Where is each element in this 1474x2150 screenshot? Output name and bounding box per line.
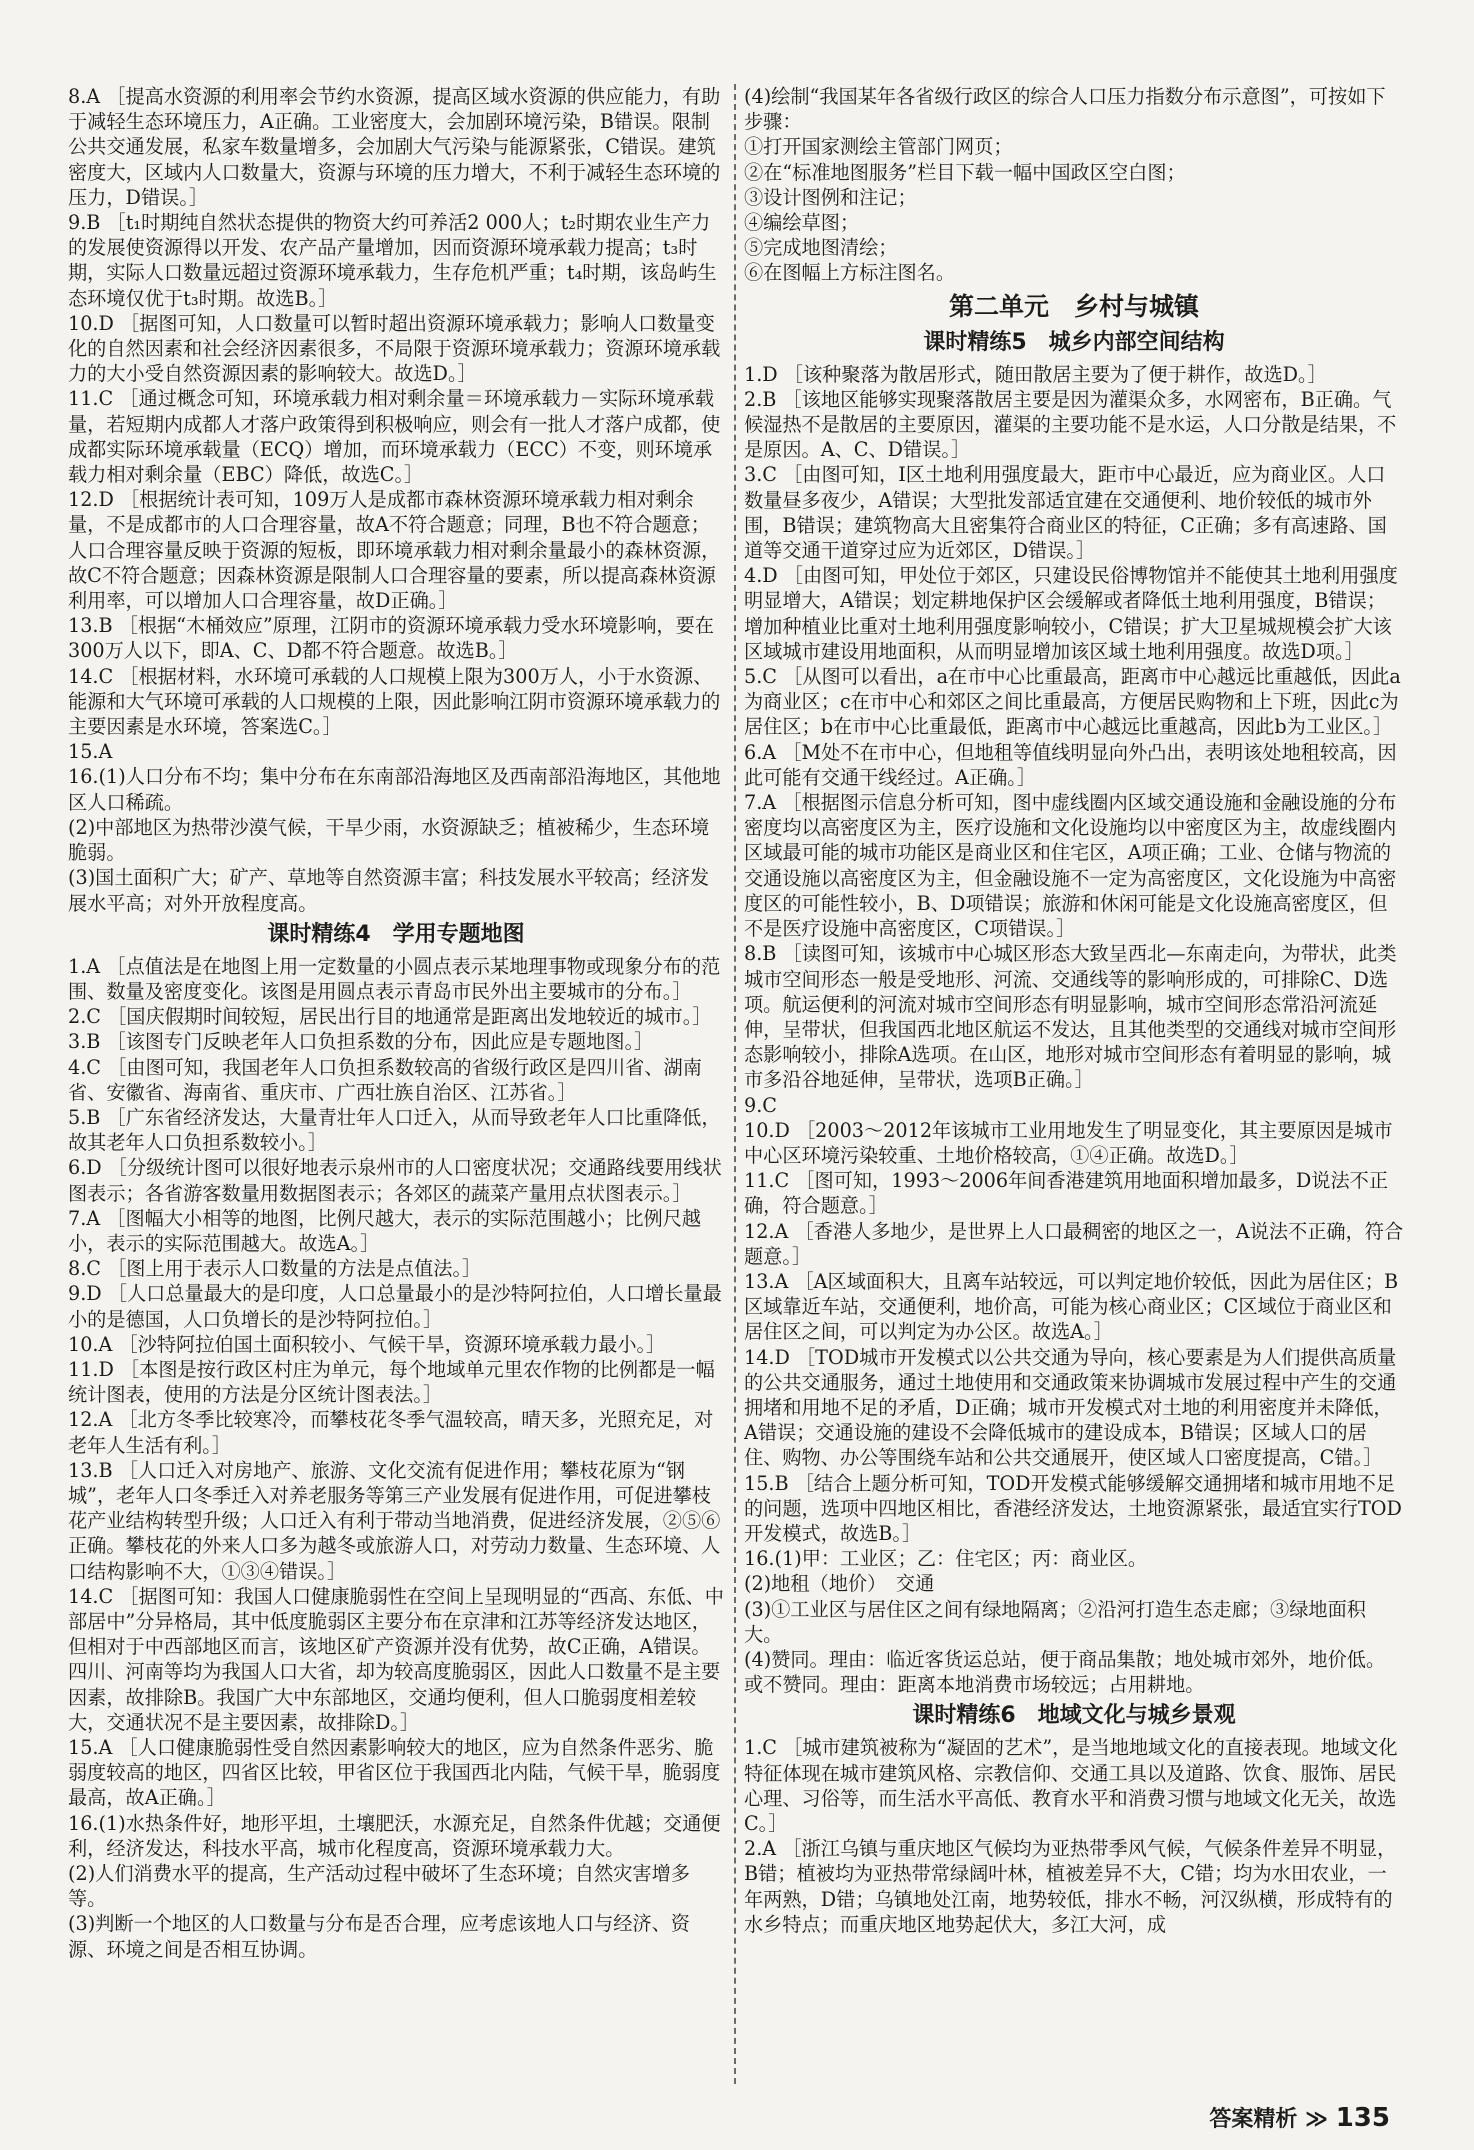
- answer-item: (4)绘制“我国某年各省级行政区的综合人口压力指数分布示意图”，可按如下步骤：: [744, 85, 1386, 134]
- left-column: [68, 84, 724, 1962]
- answer-item: 8.B ［读图可知，该城市中心城区形态大致呈西北—东南走向，为带状，此类城市空间形态一般是受地形、河流、交通线等的影响形成的，可排除C、D选项。航运便利的河流对城市空间形态有明显影响，城市空间形态常沿河流延伸，呈带状，但我国西北地区航运不发达，且其他类型的交通线对城市空间形态影响较小，排除A选项。在山区，地形对城市空间形态有着明显的影响，城市多沿谷地延伸，呈带状，选项B正确。］: [744, 942, 1397, 1092]
- answer-item: (2)地租（地价） 交通: [744, 1572, 935, 1596]
- answer-item: (4)赞同。理由：临近客货运总站，便于商品集散；地处城市郊外，地价低。: [744, 1647, 1386, 1671]
- answer-item: ②在“标准地图服务”栏目下载一幅中国政区空白图；: [744, 160, 1186, 184]
- right-column: [744, 84, 1404, 1937]
- answer-item: 9.B ［t₁时期纯自然状态提供的物资大约可养活2 000人；t₂时期农业生产力的发展使资源得以开发、农产品产量增加，因而资源环境承载力提高；t₃时期，实际人口数量远超过资源环境承载力，生存危机严重；t₄时期，该岛屿生态环境仅优于t₃时期。故选B。］: [68, 211, 717, 310]
- answer-item: 7.A ［图幅大小相等的地图，比例尺越大，表示的实际范围越小；比例尺越小，表示的实际范围越大。故选A。］: [68, 1206, 702, 1255]
- answer-item: 14.D ［TOD城市开发模式以公共交通为导向，核心要素是为人们提供高质量的公共交通服务，通过土地使用和交通政策来协调城市发展过程中产生的交通拥堵和用地不足的矛盾，D正确；城市开发模式对土地的利用密度并未降低，A错误；交通设施的建设不会降低城市的建设成本，B错误；区域人口的居住、购物、办公等围绕车站和公共交通展开，使区域人口密度提高，C错。］: [744, 1345, 1397, 1470]
- answer-item: 8.A ［提高水资源的利用率会节约水资源，提高区域水资源的供应能力，有助于减轻生态环境压力，A正确。工业密度大，会加剧环境污染，B错误。限制公共交通发展，私家车数量增多，会加剧大气污染与能源紧张，C错误。建筑密度大，区域内人口数量大，资源与环境的压力增大，不利于减轻生态环境的压力，D错误。］: [68, 85, 721, 209]
- answer-item: 7.A ［根据图示信息分析可知，图中虚线圈内区域交通设施和金融设施的分布密度均以高密度区为主，医疗设施和文化设施均以中密度区为主，故虚线圈内区域最可能的城市功能区是商业区和住宅区，A项正确；工业、仓储与物流的交通设施以高密度区为主，但金融设施不一定为高密度区，文化设施为中高密度区的可能性较小，B、D项错误；旅游和休闲可能是文化设施高密度区，但不是医疗设施中高密度区，C项错误。］: [744, 791, 1397, 941]
- answer-item: 11.D ［本图是按行政区村庄为单元，每个地域单元里农作物的比例都是一幅统计图表，使用的方法是分区统计图表法。］: [68, 1357, 715, 1407]
- section-heading: 课时精练5 城乡内部空间结构: [923, 329, 1225, 355]
- answer-item: ①打开国家测绘主管部门网页；: [744, 135, 1013, 159]
- answer-item: 5.C ［从图可以看出，a在市中心比重最高，距离市中心越远比重越低，因此a为商业区；c在市中心和郊区之间比重最高，方便居民购物和上下班，因此c为居住区；b在市中心比重最低，距离市中心越远比重越高，因此b为工业区。］: [744, 665, 1401, 739]
- answer-item: 10.D ［2003～2012年该城市工业用地发生了明显变化，其主要原因是城市中心区环境污染较重、土地价格较高，①④正确。故选D。］: [744, 1118, 1393, 1167]
- answer-item: 4.D ［由图可知，甲处位于郊区，只建设民俗博物馆并不能使其土地利用强度明显增大，A错误；划定耕地保护区会缓解或者降低土地利用强度，B错误；增加种植业比重对土地利用强度影响较小，C错误；扩大卫星城规模会扩大该区域城市建设用地面积，从而明显增加该区域土地利用强度。故选D项。］: [744, 564, 1398, 663]
- page-number: 135: [1335, 2103, 1390, 2133]
- answer-item: 12.D ［根据统计表可知，109万人是成都市森林资源环境承载力相对剩余量，不是成都市的人口合理容量，故A不符合题意；同理，B也不符合题意；人口合理容量反映于资源的短板，即环境承载力相对剩余量最小的森林资源，故C不符合题意；因森林资源是限制人口合理容量的要素，所以提高森林资源利用率，可以增加人口合理容量，故D正确。］: [68, 488, 721, 613]
- page-footer: [1209, 2102, 1390, 2133]
- answer-item: ③设计图例和注记；: [744, 185, 917, 209]
- answer-item: (2)中部地区为热带沙漠气候，干旱少雨，水资源缺乏；植被稀少，生态环境脆弱。: [68, 815, 710, 865]
- footer-label: 答案精析: [1209, 2107, 1298, 2132]
- column-divider: [734, 84, 736, 2084]
- answer-item: 3.C ［由图可知，Ⅰ区土地利用强度最大，距市中心最近，应为商业区。人口数量昼多夜少，A错误；大型批发部适宜建在交通便利、地价较低的城市外围，B错误；建筑物高大且密集符合商业区的特征，C正确；多有高速路、国道等交通干道穿过应为近郊区，D错误。］: [744, 463, 1387, 563]
- answer-item: (2)人们消费水平的提高，生产活动过程中破坏了生态环境；自然灾害增多等。: [68, 1862, 690, 1911]
- answer-item: 2.C ［国庆假期时间较短，居民出行目的地通常是距离出发地较近的城市。］: [68, 1005, 712, 1029]
- answer-item: 10.A ［沙特阿拉伯国土面积较小、气候干旱，资源环境承载力最小。］: [68, 1332, 666, 1356]
- answer-item: 6.D ［分级统计图可以很好地表示泉州市的人口密度状况；交通路线要用线状图表示；各省游客数量用数据图表示；各郊区的蔬菜产量用点状图表示。］: [68, 1156, 722, 1205]
- answer-item: (3)①工业区与居住区之间有绿地隔离；②沿河打造生态走廊；③绿地面积大。: [744, 1597, 1366, 1646]
- answer-item: 10.D ［据图可知，人口数量可以暂时超出资源环境承载力；影响人口数量变化的自然因素和社会经济因素很多，不局限于资源环境承载力；资源环境承载力的大小受自然资源因素的影响较大。故选D。］: [68, 311, 721, 386]
- section-heading: 课时精练6 地域文化与城乡景观: [912, 1703, 1236, 1729]
- answer-item: 2.B ［该地区能够实现聚落散居主要是因为灌渠众多，水网密布，B正确。气候湿热不是散居的主要原因，灌渠的主要功能不是水运，人口分散是结果，不是原因。A、C、D错误。］: [744, 387, 1397, 462]
- answer-item: 12.A ［北方冬季比较寒冷，而攀枝花冬季气温较高，晴天多，光照充足，对老年人生活有利。］: [68, 1408, 714, 1457]
- answer-item: 1.D ［该种聚落为散居形式，随田散居主要为了便于耕作，故选D。］: [744, 362, 1327, 386]
- answer-item: 2.A ［浙江乌镇与重庆地区气候均为亚热带季风气候，气候条件差异不明显，B错；植被均为亚热带常绿阔叶林，植被差异不大，C错；均为水田农业，一年两熟，D错；乌镇地处江南，地势较低，排水不畅，河汉纵横，形成特有的水乡特点；而重庆地区地势起伏大，多江大河，成: [744, 1837, 1397, 1936]
- answer-item: 15.A ［人口健康脆弱性受自然因素影响较大的地区，应为自然条件恶劣、脆弱度较高的地区，四省区比较，甲省区位于我国西北内陆，气候干旱，脆弱度最高，故A正确。］: [68, 1736, 721, 1810]
- answer-item: (3)国土面积广大；矿产、草地等自然资源丰富；科技发展水平较高；经济发展水平高；对外开放程度高。: [68, 866, 710, 915]
- answer-item: 16.(1)甲：工业区；乙：住宅区；丙：商业区。: [744, 1547, 1148, 1571]
- answer-item: 13.B ［人口迁入对房地产、旅游、文化交流有促进作用；攀枝花原为“钢城”，老年人口冬季迁入对养老服务等第三产业发展有促进作用，可促进攀枝花产业结构转型升级；人口迁入有利于带动当地消费，促进经济发展，②⑤⑥正确。攀枝花的外来人口多为越冬或旅游人口，对劳动力数量、生态环境、人口结构影响不大，①③④错误。］: [68, 1458, 721, 1583]
- answer-item: ⑥在图幅上方标注图名。: [744, 261, 956, 285]
- answer-item: 9.D ［人口总量最大的是印度，人口总量最小的是沙特阿拉伯，人口增长量最小的是德国，人口负增长的是沙特阿拉伯。］: [68, 1282, 722, 1331]
- answer-item: 1.C ［城市建筑被称为“凝固的艺术”，是当地地域文化的直接表现。地域文化特征体现在城市建筑风格、宗教信仰、交通工具以及道路、饮食、服饰、居民心理、习俗等，而生活水平高低、教育水平和消费习惯与地域文化无关，故选C。］: [744, 1736, 1398, 1835]
- answer-item: 11.C ［通过概念可知，环境承载力相对剩余量＝环境承载力－实际环境承载量，若短期内成都人才落户政策得到积极响应，则会有一批人才落户成都，使成都实际环境承载量（ECQ）增加，而环境承载力（ECC）不变，则环境承载力相对剩余量（EBC）降低，故选C。］: [68, 387, 721, 487]
- arrows-icon: ≫: [1305, 2107, 1329, 2132]
- answer-item: 11.C ［图可知，1993～2006年间香港建筑用地面积增加最多，D说法不正确，符合题意。］: [744, 1169, 1389, 1218]
- answer-item: 12.A ［香港人多地少，是世界上人口最稠密的地区之一，A说法不正确，符合题意。］: [744, 1219, 1404, 1268]
- answer-item: 14.C ［根据材料，水环境可承载的人口规模上限为300万人，小于水资源、能源和大气环境可承载的人口规模的上限，因此影响江阴市资源环境承载力的主要因素是水环境，答案选C。］: [68, 664, 721, 739]
- section-heading: 课时精练4 学用专题地图: [267, 921, 525, 947]
- answer-item: 4.C ［由图可知，我国老年人口负担系数较高的省级行政区是四川省、湖南省、安徽省、海南省、重庆市、广西壮族自治区、江苏省。］: [68, 1055, 702, 1104]
- answer-item: ⑤完成地图清绘；: [744, 236, 898, 260]
- answer-item: 14.C ［据图可知：我国人口健康脆弱性在空间上呈现明显的“西高、东低、中部居中”分异格局，其中低度脆弱区主要分布在京津和江苏等经济发达地区，但相对于中西部地区而言，该地区矿产资源并没有优势，故C正确，A错误。四川、河南等均为我国人口大省，却为较高度脆弱区，因此人口数量不是主要因素，故排除B。我国广大中东部地区，交通均便利，但人口脆弱度相差较大，交通状况不是主要因素，故排除D。］: [68, 1584, 724, 1734]
- answer-item: (3)判断一个地区的人口数量与分布是否合理，应考虑该地人口与经济、资源、环境之间是否相互协调。: [68, 1912, 690, 1961]
- answer-item: 16.(1)人口分布不均；集中分布在东南部沿海地区及西南部沿海地区，其他地区人口稀疏。: [68, 765, 721, 814]
- answer-item: 或不赞同。理由：距离本地消费市场较远；占用耕地。: [744, 1673, 1205, 1697]
- answer-item: 3.B ［该图专门反映老年人口负担系数的分布，因此应是专题地图。］: [68, 1030, 654, 1054]
- answer-item: 13.A ［A区域面积大，且离车站较远，可以判定地价较低，因此为居住区；B区域靠近车站，交通便利，地价高，可能为核心商业区；C区域位于商业区和居住区之间，可以判定为办公区。故选A。］: [744, 1269, 1399, 1344]
- answer-item: 8.C ［图上用于表示人口数量的方法是点值法。］: [68, 1257, 482, 1281]
- answer-item: 1.A ［点值法是在地图上用一定数量的小圆点表示某地理事物或现象分布的范围、数量及密度变化。该图是用圆点表示青岛市民外出主要城市的分布。］: [68, 954, 721, 1003]
- answer-item: ④编绘草图；: [744, 211, 860, 235]
- unit-heading: 第二单元 乡村与城镇: [948, 291, 1199, 321]
- answer-item: 6.A ［M处不在市中心，但地租等值线明显向外凸出，表明该处地租较高，因此可能有交通干线经过。A正确。］: [744, 740, 1397, 789]
- answer-item: 13.B ［根据“木桶效应”原理，江阴市的资源环境承载力受水环境影响，要在300万人以下，即A、C、D都不符合题意。故选B。］: [68, 614, 714, 663]
- answer-item: 15.B ［结合上题分析可知，TOD开发模式能够缓解交通拥堵和城市用地不足的问题，选项中四地区相比，香港经济发达，土地资源紧张，最适宜实行TOD开发模式，故选B。］: [744, 1471, 1402, 1545]
- answer-item: 15.A: [68, 740, 113, 764]
- answer-item: 16.(1)水热条件好，地形平坦，土壤肥沃，水源充足，自然条件优越；交通便利，经济发达，科技水平高，城市化程度高，资源环境承载力大。: [68, 1811, 721, 1860]
- answer-item: 9.C: [744, 1093, 777, 1117]
- answer-item: 5.B ［广东省经济发达，大量青壮年人口迁入，从而导致老年人口比重降低，故其老年人口负担系数较小。］: [68, 1105, 721, 1155]
